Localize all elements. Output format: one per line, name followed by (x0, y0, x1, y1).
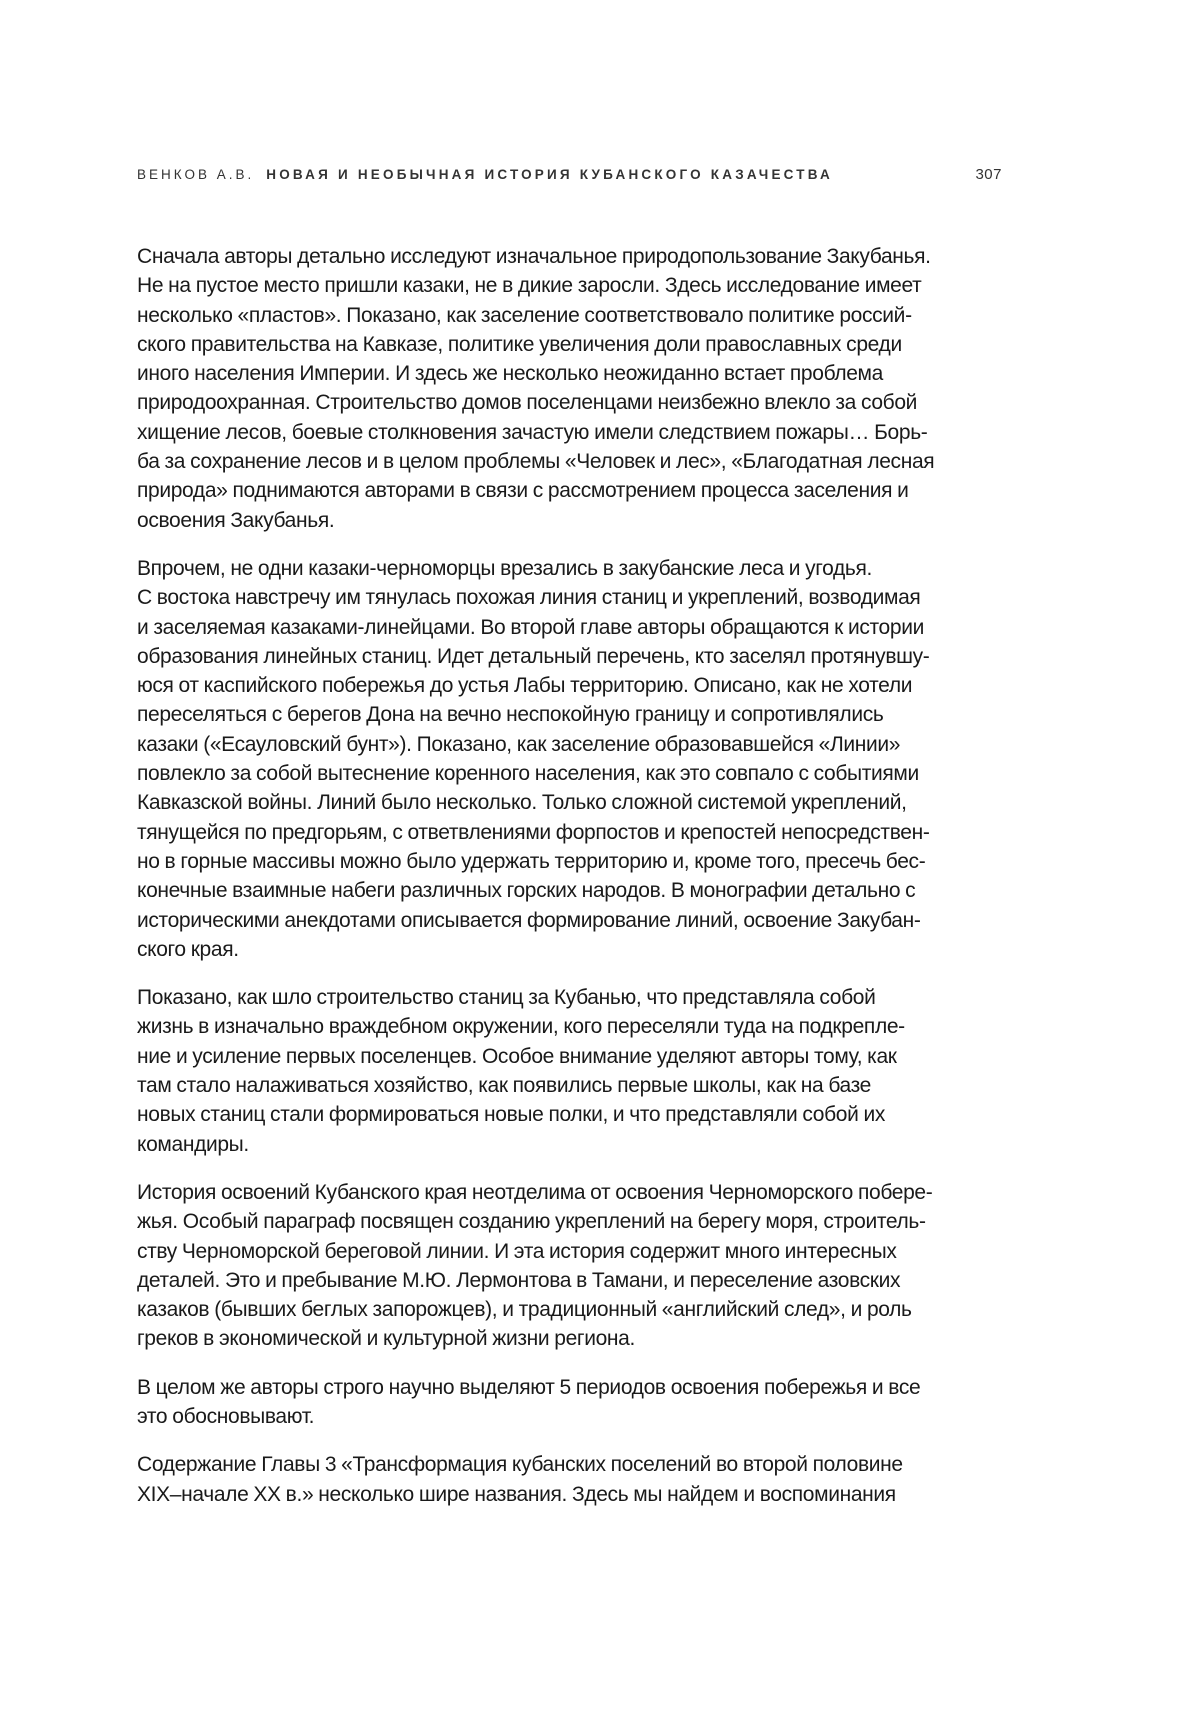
text-line: История освоений Кубанского края неотделима от освоения Черноморского побере- (137, 1178, 1002, 1207)
paragraph (137, 1450, 1002, 1509)
text-line: Впрочем, не одни казаки-черноморцы врезались в закубанские леса и угодья. (137, 554, 1002, 583)
text-line: иного населения Империи. И здесь же несколько неожиданно встает проблема (137, 359, 1002, 388)
text-line: но в горные массивы можно было удержать территорию и, кроме того, пресечь бес- (137, 847, 1002, 876)
paragraph (137, 1373, 1002, 1432)
text-line: природа» поднимаются авторами в связи с рассмотрением процесса заселения и (137, 476, 1002, 505)
text-line: и заселяемая казаками-линейцами. Во второй главе авторы обращаются к истории (137, 613, 1002, 642)
text-line: юся от каспийского побережья до устья Лабы территорию. Описано, как не хотели (137, 671, 1002, 700)
document-page (0, 0, 1200, 1714)
body-text (137, 242, 1002, 1528)
text-line: ству Черноморской береговой линии. И эта история содержит много интересных (137, 1237, 1002, 1266)
text-line: хищение лесов, боевые столкновения зачастую имели следствием пожары… Борь- (137, 418, 1002, 447)
text-line: освоения Закубанья. (137, 506, 1002, 535)
text-line: казаки («Есауловский бунт»). Показано, как заселение образовавшейся «Линии» (137, 730, 1002, 759)
text-line: ского края. (137, 935, 1002, 964)
running-head-title: НОВАЯ И НЕОБЫЧНАЯ ИСТОРИЯ КУБАНСКОГО КАЗАЧЕСТВА (266, 167, 833, 182)
text-line: жья. Особый параграф посвящен созданию укреплений на берегу моря, строитель- (137, 1207, 1002, 1236)
text-line: командиры. (137, 1130, 1002, 1159)
text-line: Сначала авторы детально исследуют изначальное природопользование Закубанья. (137, 242, 1002, 271)
text-line: переселяться с берегов Дона на вечно неспокойную границу и сопротивлялись (137, 700, 1002, 729)
text-line: несколько «пластов». Показано, как заселение соответствовало политике россий- (137, 301, 1002, 330)
text-line: ского правительства на Кавказе, политике увеличения доли православных среди (137, 330, 1002, 359)
text-line: казаков (бывших беглых запорожцев), и традиционный «английский след», и роль (137, 1295, 1002, 1324)
page-number: 307 (975, 166, 1002, 183)
text-line: природоохранная. Строительство домов поселенцами неизбежно влекло за собой (137, 388, 1002, 417)
text-line: ба за сохранение лесов и в целом проблемы «Человек и лес», «Благодатная лесная (137, 447, 1002, 476)
text-line: Не на пустое место пришли казаки, не в дикие заросли. Здесь исследование имеет (137, 271, 1002, 300)
text-line: конечные взаимные набеги различных горских народов. В монографии детально с (137, 876, 1002, 905)
text-line: греков в экономической и культурной жизни региона. (137, 1324, 1002, 1353)
text-line: жизнь в изначально враждебном окружении, кого переселяли туда на подкрепле- (137, 1012, 1002, 1041)
paragraph (137, 242, 1002, 535)
paragraph (137, 554, 1002, 964)
text-line: тянущейся по предгорьям, с ответвлениями форпостов и крепостей непосредствен- (137, 818, 1002, 847)
paragraph (137, 983, 1002, 1159)
text-line: Кавказской войны. Линий было несколько. Только сложной системой укреплений, (137, 788, 1002, 817)
text-line: В целом же авторы строго научно выделяют 5 периодов освоения побережья и все (137, 1373, 1002, 1402)
text-line: новых станиц стали формироваться новые полки, и что представляли собой их (137, 1100, 1002, 1129)
text-line: Содержание Главы 3 «Трансформация кубанских поселений во второй половине (137, 1450, 1002, 1479)
text-line: образования линейных станиц. Идет детальный перечень, кто заселял протянувшу- (137, 642, 1002, 671)
text-line: Показано, как шло строительство станиц за Кубанью, что представляла собой (137, 983, 1002, 1012)
text-line: это обосновывают. (137, 1402, 1002, 1431)
text-line: С востока навстречу им тянулась похожая линия станиц и укреплений, возводимая (137, 583, 1002, 612)
text-line: XIX–начале XX в.» несколько шире названия. Здесь мы найдем и воспоминания (137, 1480, 1002, 1509)
text-line: историческими анекдотами описывается формирование линий, освоение Закубан- (137, 906, 1002, 935)
running-head (137, 166, 1002, 188)
paragraph (137, 1178, 1002, 1354)
text-line: там стало налаживаться хозяйство, как появились первые школы, как на базе (137, 1071, 1002, 1100)
running-head-author: ВЕНКОВ А.В. (137, 167, 254, 182)
text-line: деталей. Это и пребывание М.Ю. Лермонтова в Тамани, и переселение азовских (137, 1266, 1002, 1295)
text-line: ние и усиление первых поселенцев. Особое внимание уделяют авторы тому, как (137, 1042, 1002, 1071)
text-line: повлекло за собой вытеснение коренного населения, как это совпало с событиями (137, 759, 1002, 788)
